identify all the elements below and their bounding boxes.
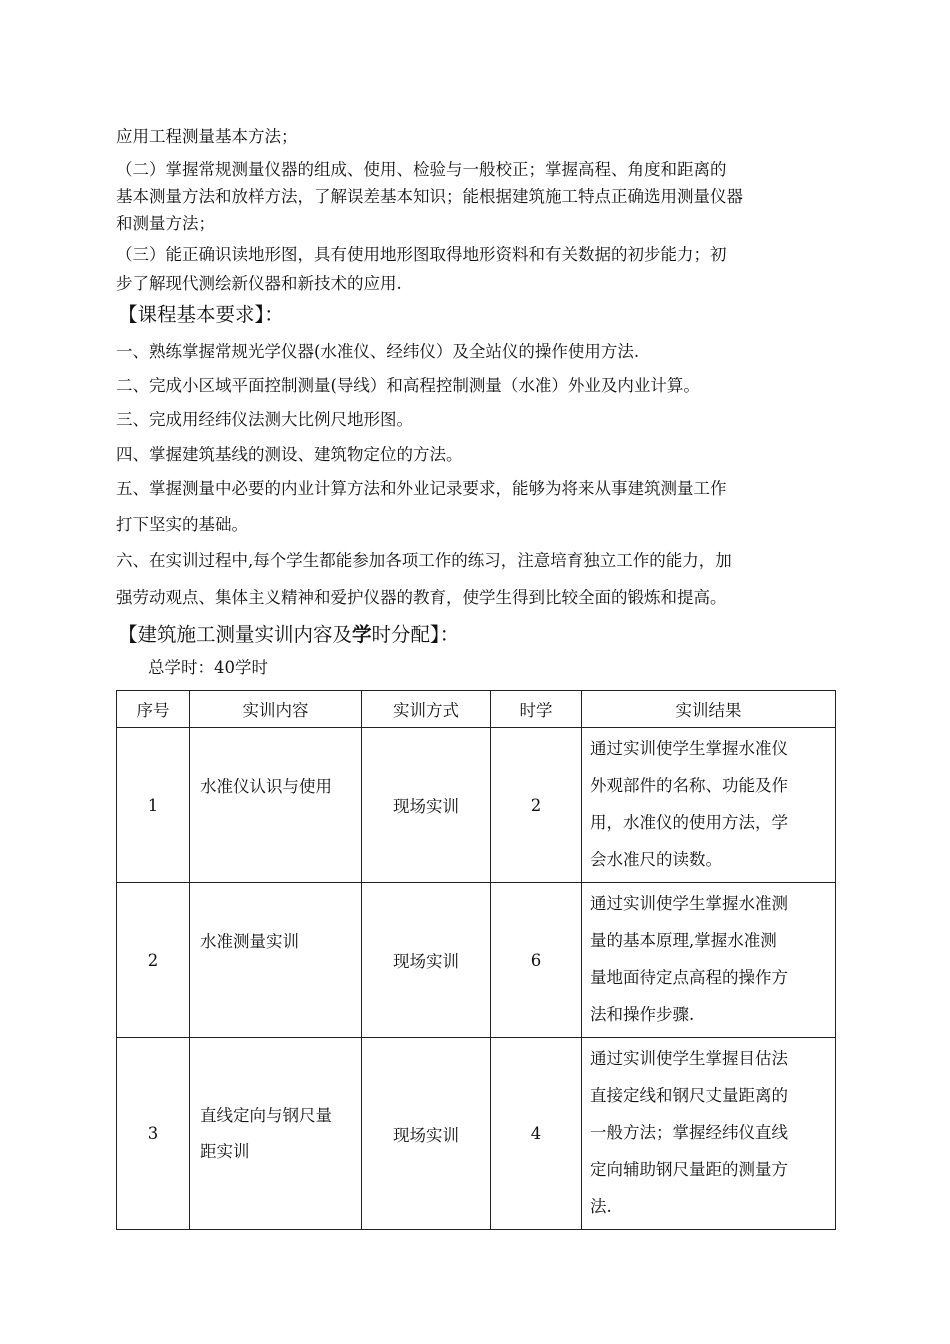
requirement-item: 四、掌握建筑基线的测设、建筑物定位的方法。 xyxy=(116,445,463,464)
requirement-item: 六、在实训过程中,每个学生都能参加各项工作的练习，注意培育独立工作的能力，加 xyxy=(116,551,732,570)
table-row xyxy=(117,728,836,883)
cell-content xyxy=(190,728,362,883)
result-line: 定向辅助钢尺量距的测量方 xyxy=(590,1160,788,1179)
header-result: 实训结果 xyxy=(582,691,836,728)
requirement-item: 三、完成用经纬仪法测大比例尺地形图。 xyxy=(116,410,413,429)
cell-no: 1 xyxy=(117,728,190,883)
result-line: 量地面待定点高程的操作方 xyxy=(590,968,788,987)
cell-method: 现场实训 xyxy=(362,883,491,1038)
table-row xyxy=(117,883,836,1038)
requirement-item: 打下坚实的基础。 xyxy=(116,515,248,534)
requirement-item: 一、熟练掌握常规光学仪器(水准仪、经纬仪）及全站仪的操作使用方法. xyxy=(116,342,640,361)
heading-part: 学 xyxy=(352,623,372,646)
table-row xyxy=(117,1038,836,1230)
paragraph-line: 应用工程测量基本方法； xyxy=(116,127,298,146)
section-heading-schedule xyxy=(118,623,459,647)
cell-no: 3 xyxy=(117,1038,190,1230)
result-line: 法和操作步骤. xyxy=(590,1005,695,1024)
header-no: 序号 xyxy=(117,691,190,728)
result-line: 外观部件的名称、功能及作 xyxy=(590,776,788,795)
heading-part: 【建筑施工测量实训内容及 xyxy=(118,623,353,646)
paragraph-line: （二）掌握常规测量仪器的组成、使用、检验与一般校正；掌握高程、角度和距离的 xyxy=(116,160,727,179)
table-header-row xyxy=(117,691,836,728)
result-line: 一般方法；掌握经纬仪直线 xyxy=(590,1123,788,1142)
result-line: 量的基本原理,掌握水准测 xyxy=(590,931,777,950)
header-hours: 时学 xyxy=(491,691,582,728)
cell-result xyxy=(582,1038,836,1230)
heading-part: 时分配】： xyxy=(371,623,460,646)
paragraph-line: 基本测量方法和放样方法，了解误差基本知识；能根据建筑施工特点正确选用测量仪器 xyxy=(116,187,743,206)
result-line: 通过实训使学生掌握水准测 xyxy=(590,894,788,913)
cell-hours: 4 xyxy=(491,1038,582,1230)
total-hours: 总学时：40学时 xyxy=(148,658,268,677)
result-line: 用，水准仪的使用方法，学 xyxy=(590,813,788,832)
cell-method: 现场实训 xyxy=(362,1038,491,1230)
result-line: 直接定线和钢尺丈量距离的 xyxy=(590,1086,788,1105)
cell-result xyxy=(582,883,836,1038)
section-heading-requirements: 【课程基本要求】： xyxy=(118,303,284,326)
cell-method: 现场实训 xyxy=(362,728,491,883)
training-table xyxy=(116,690,836,1230)
header-method: 实训方式 xyxy=(362,691,491,728)
cell-content-text: 水准仪认识与使用 xyxy=(200,777,332,796)
cell-content xyxy=(190,1038,362,1230)
result-line: 法. xyxy=(590,1197,612,1216)
requirement-item: 二、完成小区域平面控制测量(导线）和高程控制测量（水准）外业及内业计算。 xyxy=(116,376,700,395)
cell-content-line: 距实训 xyxy=(200,1141,250,1161)
paragraph-line: （三）能正确识读地形图，具有使用地形图取得地形资料和有关数据的初步能力；初 xyxy=(116,245,727,264)
cell-hours: 6 xyxy=(491,883,582,1038)
requirement-item: 强劳动观点、集体主义精神和爱护仪器的教育，使学生得到比较全面的锻炼和提高。 xyxy=(116,588,727,607)
paragraph-line: 和测量方法； xyxy=(116,214,215,233)
cell-no: 2 xyxy=(117,883,190,1038)
result-line: 通过实训使学生掌握水准仪 xyxy=(590,739,788,758)
cell-content xyxy=(190,883,362,1038)
cell-hours: 2 xyxy=(491,728,582,883)
cell-content-line: 直线定向与钢尺量 xyxy=(200,1105,332,1125)
result-line: 会水准尺的读数。 xyxy=(590,850,722,869)
requirement-item: 五、掌握测量中必要的内业计算方法和外业记录要求，能够为将来从事建筑测量工作 xyxy=(116,479,727,498)
header-content: 实训内容 xyxy=(190,691,362,728)
paragraph-line: 步了解现代测绘新仪器和新技术的应用. xyxy=(116,274,402,293)
result-line: 通过实训使学生掌握目估法 xyxy=(590,1049,788,1068)
cell-result xyxy=(582,728,836,883)
cell-content-text: 水准测量实训 xyxy=(200,932,299,951)
